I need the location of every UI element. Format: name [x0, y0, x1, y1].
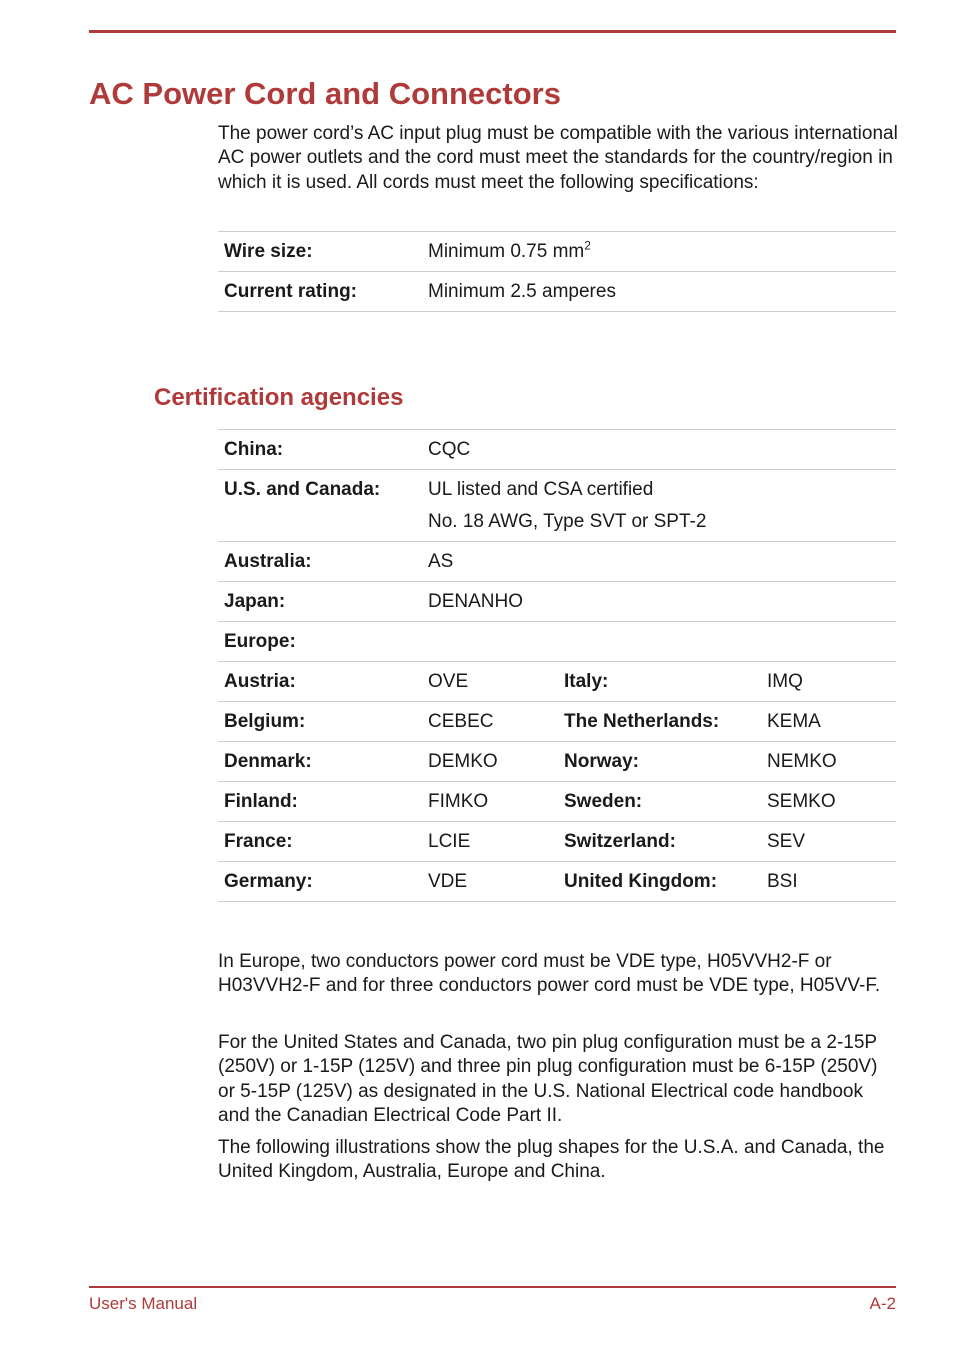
- country-label: Switzerland:: [564, 831, 676, 852]
- us-canada-plug-paragraph: For the United States and Canada, two pin plug configuration must be a 2-15P (250V) or 1-15P (125V) and three pin plug configuration must be 6-15P (250V) or 5-15P (125V) as designated in the U.S. National Electrical code handbook and the Canadian Electrical Code Part II.: [218, 1032, 878, 1126]
- agency-value: BSI: [767, 871, 798, 892]
- country-label: Germany:: [224, 871, 313, 892]
- agency-value: CEBEC: [428, 711, 494, 732]
- table-row: [218, 782, 896, 822]
- table-row: [218, 542, 896, 582]
- agency-value: AS: [428, 551, 454, 572]
- agency-value: LCIE: [428, 831, 471, 852]
- table-row: [218, 272, 896, 312]
- agency-value: FIMKO: [428, 791, 489, 812]
- footer-page-number: A-2: [869, 1294, 896, 1313]
- illustrations-paragraph: The following illustrations show the plug shapes for the U.S.A. and Canada, the United Kingdom, Australia, Europe and China.: [218, 1137, 885, 1183]
- superscript: 2: [584, 238, 591, 253]
- header-rule: [89, 30, 896, 33]
- table-row: [218, 662, 896, 702]
- country-label: Norway:: [564, 751, 639, 772]
- section-title: Certification agencies: [154, 384, 404, 411]
- agency-value: DEMKO: [428, 751, 498, 772]
- table-row: [218, 232, 896, 272]
- country-label: Sweden:: [564, 791, 643, 812]
- agency-value: IMQ: [767, 671, 803, 692]
- country-label: Europe:: [224, 631, 296, 652]
- footer-rule: [89, 1286, 896, 1288]
- country-label: China:: [224, 439, 284, 460]
- table-row: [218, 430, 896, 470]
- agency-value: VDE: [428, 871, 468, 892]
- country-label: France:: [224, 831, 293, 852]
- agency-value: NEMKO: [767, 751, 837, 772]
- country-label: Italy:: [564, 671, 609, 692]
- specs-table: [218, 231, 896, 312]
- table-row: [218, 582, 896, 622]
- country-label: U.S. and Canada:: [224, 479, 381, 500]
- table-row: [218, 862, 896, 902]
- agencies-table: [218, 429, 896, 902]
- country-label: The Netherlands:: [564, 711, 720, 732]
- country-label: Japan:: [224, 591, 286, 612]
- country-label: Denmark:: [224, 751, 312, 772]
- country-label: Australia:: [224, 551, 312, 572]
- spec-value: Minimum 2.5 amperes: [428, 281, 616, 302]
- footer-manual-title: User's Manual: [89, 1294, 198, 1313]
- spec-value: Minimum 0.75 $mm^2$: [428, 238, 591, 262]
- agency-value: SEMKO: [767, 791, 836, 812]
- country-label: Belgium:: [224, 711, 306, 732]
- intro-paragraph: The power cord’s AC input plug must be compatible with the various international AC power outlets and the cord must meet the standards for the country/region in which it is used. All cords must meet the following specifications:: [218, 123, 898, 193]
- spec-label: Current rating:: [224, 281, 357, 302]
- agency-value: OVE: [428, 671, 469, 692]
- agency-value: UL listed and CSA certified No. 18 AWG, Type SVT or SPT-2: [428, 479, 707, 532]
- table-row: [218, 622, 896, 662]
- table-row: [218, 822, 896, 862]
- country-label: United Kingdom:: [564, 871, 718, 892]
- spec-label: Wire size:: [224, 241, 313, 262]
- agency-value: DENANHO: [428, 591, 524, 612]
- agency-value: SEV: [767, 831, 806, 852]
- page-title: AC Power Cord and Connectors: [89, 76, 561, 111]
- agency-value: KEMA: [767, 711, 821, 732]
- table-row: [218, 742, 896, 782]
- country-label: Austria:: [224, 671, 296, 692]
- agency-value: CQC: [428, 439, 471, 460]
- country-label: Finland:: [224, 791, 298, 812]
- europe-cord-paragraph: In Europe, two conductors power cord must be VDE type, H05VVH2-F or H03VVH2-F and for three conductors power cord must be VDE type, H05VV-F.: [218, 951, 881, 997]
- agency-value-line2: No. 18 AWG, Type SVT or SPT-2: [428, 511, 707, 532]
- table-row: [218, 470, 896, 542]
- table-row: [218, 702, 896, 742]
